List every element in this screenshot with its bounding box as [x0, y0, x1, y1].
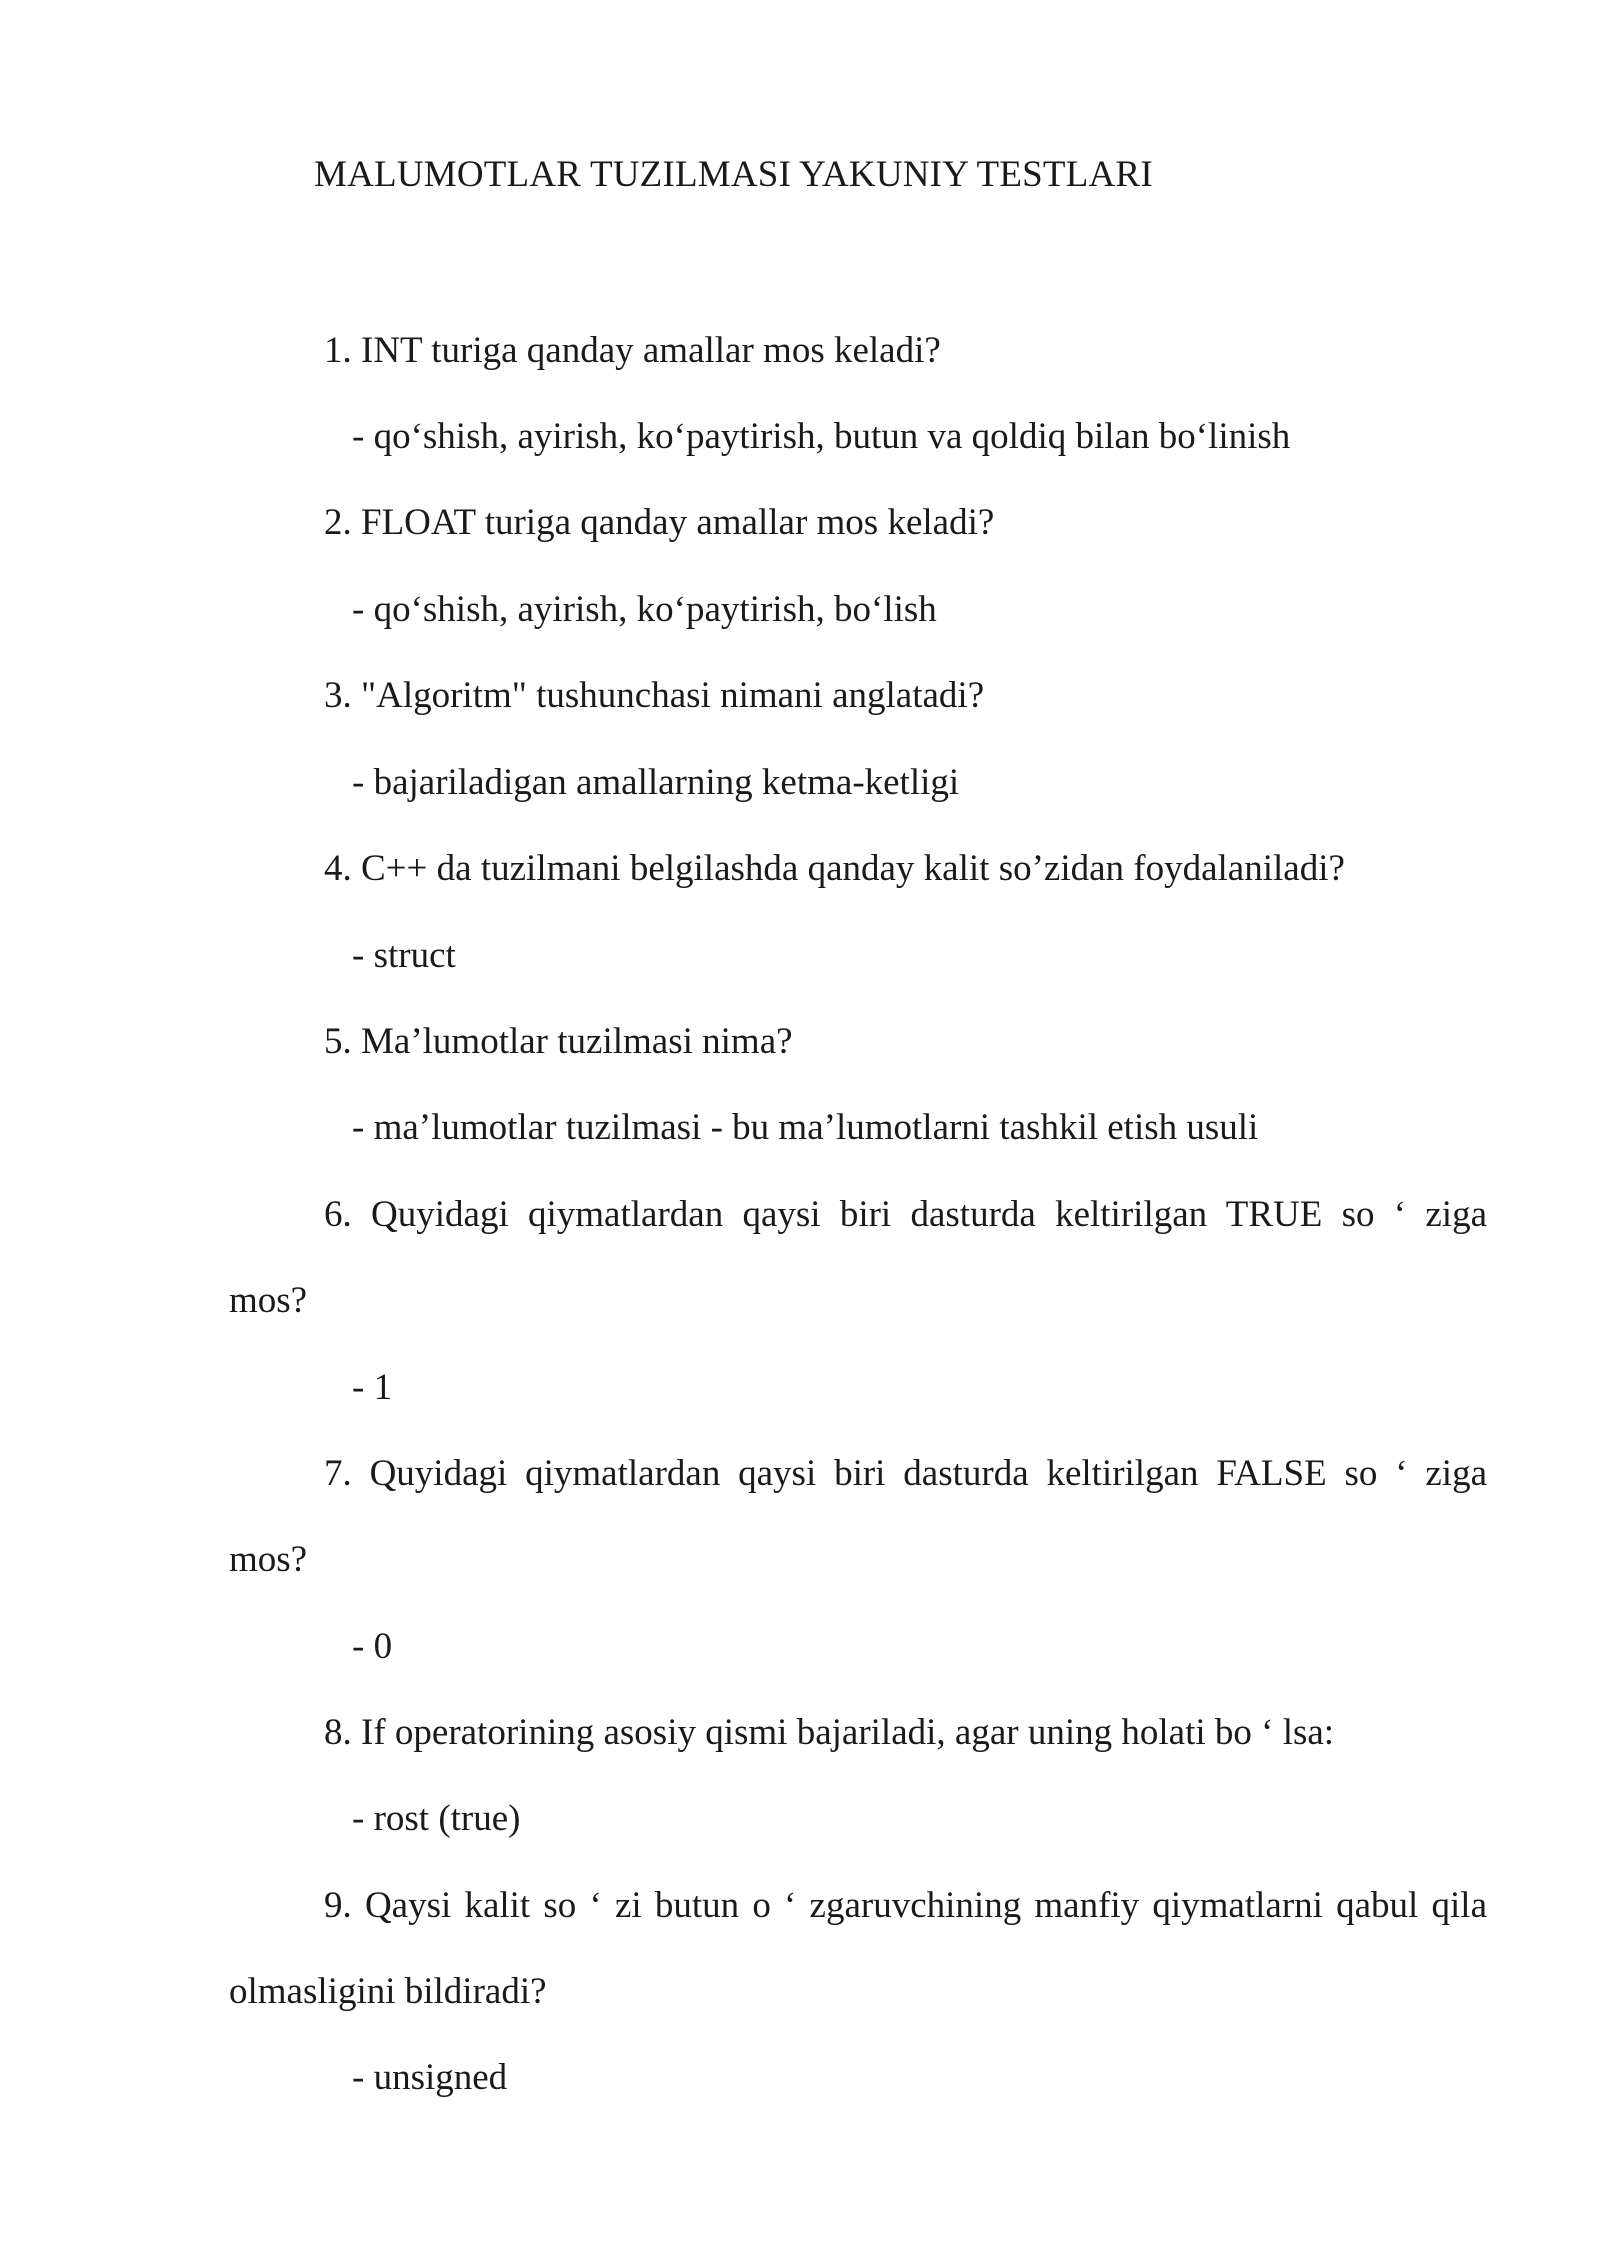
- question-5: 5. Ma’lumotlar tuzilmasi nima?: [324, 1021, 793, 1062]
- question-6-line-2: mos?: [229, 1280, 308, 1321]
- page-title: MALUMOTLAR TUZILMASI YAKUNIY TESTLARI: [314, 154, 1153, 195]
- answer-6: - 1: [352, 1367, 393, 1408]
- answer-2: - qo‘shish, ayirish, ko‘paytirish, bo‘lish: [352, 589, 937, 630]
- answer-5: - ma’lumotlar tuzilmasi - bu ma’lumotlarni tashkil etish usuli: [352, 1107, 1259, 1148]
- question-6-line-1: 6. Quyidagi qiymatlardan qaysi biri dasturda keltirilgan TRUE so ‘ ziga: [324, 1194, 1487, 1235]
- answer-7: - 0: [352, 1626, 393, 1667]
- question-2: 2. FLOAT turiga qanday amallar mos keladi?: [324, 502, 995, 543]
- answer-9: - unsigned: [352, 2057, 508, 2098]
- question-4: 4. C++ da tuzilmani belgilashda qanday kalit so’zidan foydalaniladi?: [324, 848, 1345, 889]
- question-7-line-2: mos?: [229, 1539, 308, 1580]
- answer-4: - struct: [352, 935, 456, 976]
- answer-3: - bajariladigan amallarning ketma-ketligi: [352, 762, 960, 803]
- question-3: 3. "Algoritm" tushunchasi nimani anglatadi?: [324, 675, 985, 716]
- question-7-line-1: 7. Quyidagi qiymatlardan qaysi biri dasturda keltirilgan FALSE so ‘ ziga: [324, 1453, 1487, 1494]
- question-1: 1. INT turiga qanday amallar mos keladi?: [324, 330, 941, 371]
- answer-8: - rost (true): [352, 1798, 521, 1839]
- question-8: 8. If operatorining asosiy qismi bajariladi, agar uning holati bo ‘ lsa:: [324, 1712, 1335, 1753]
- answer-1: - qo‘shish, ayirish, ko‘paytirish, butun va qoldiq bilan bo‘linish: [352, 416, 1291, 457]
- question-9-line-1: 9. Qaysi kalit so ‘ zi butun o ‘ zgaruvchining manfiy qiymatlarni qabul qila: [324, 1885, 1487, 1926]
- question-9-line-2: olmasligini bildiradi?: [229, 1971, 547, 2012]
